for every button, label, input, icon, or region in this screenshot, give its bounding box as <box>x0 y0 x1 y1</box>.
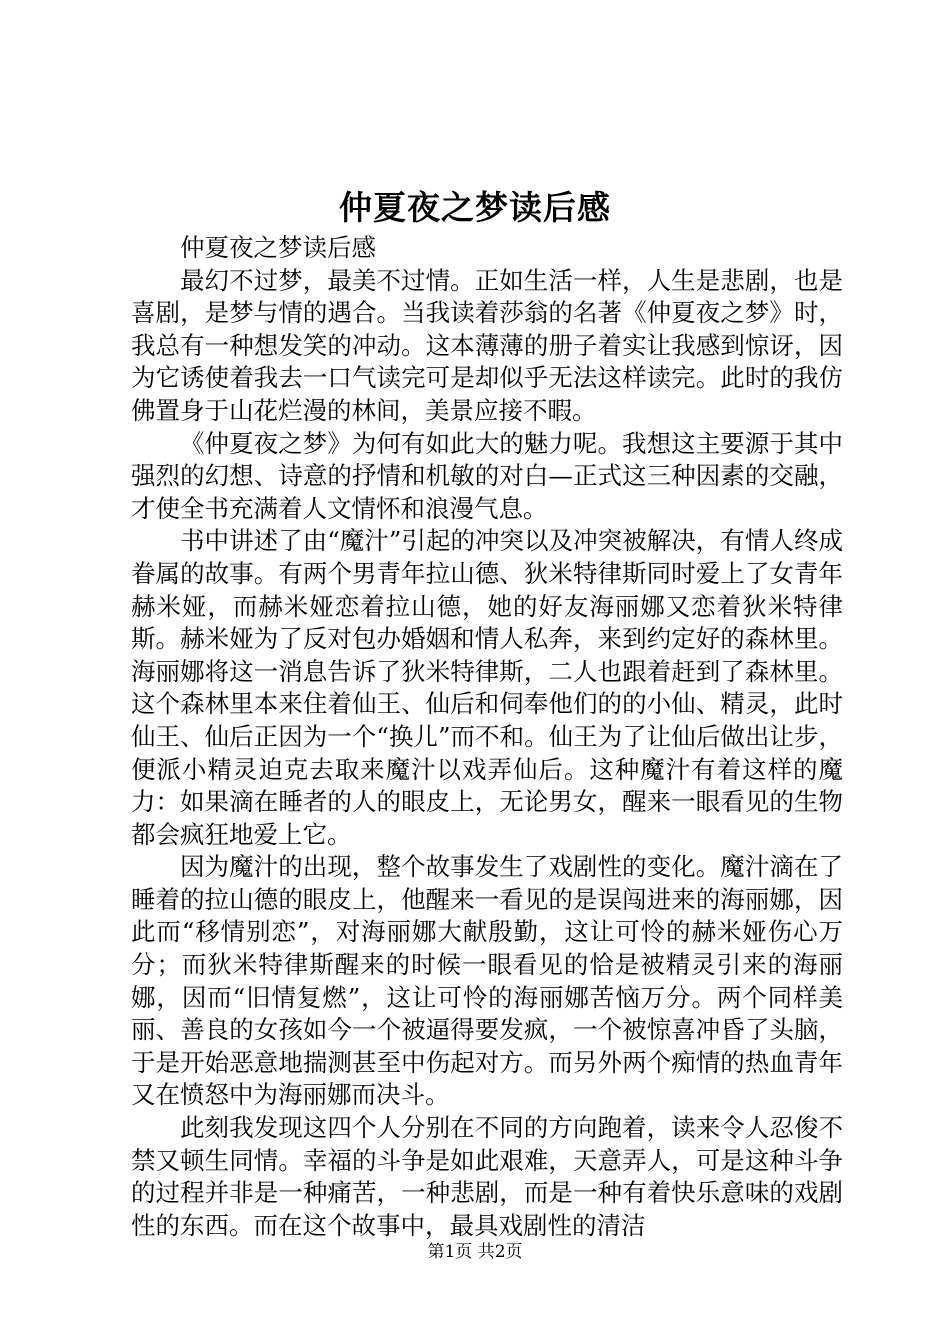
document-body <box>131 232 843 1242</box>
body-paragraph: 此刻我发现这四个人分别在不同的方向跑着，读来令人忍俊不禁又顿生同情。幸福的斗争是如此艰难，天意弄人，可是这种斗争的过程并非是一种痛苦，一种悲剧，而是一种有着快乐意味的戏剧性的东西。而在这个故事中，最具戏剧性的清洁 <box>131 1113 843 1240</box>
body-paragraph: 仲夏夜之梦读后感 <box>180 233 376 262</box>
page-footer: 第1页 共2页 <box>427 1242 523 1262</box>
body-paragraph: 因为魔汁的出现，整个故事发生了戏剧性的变化。魔汁滴在了睡着的拉山德的眼皮上，他醒来一看见的是误闯进来的海丽娜，因此而“移情别恋”，对海丽娜大献殷勤，这让可怜的赫米娅伤心万分；而狄米特律斯醒来的时候一眼看见的恰是被精灵引来的海丽娜，因而“旧情复燃”，这让可怜的海丽娜苦恼万分。两个同样美丽、善良的女孩如今一个被逼得要发疯，一个被惊喜冲昏了头脑，于是开始恶意地揣测甚至中伤起对方。而另外两个痴情的热血青年又在愤怒中为海丽娜而决斗。 <box>131 852 843 1110</box>
body-paragraph: 《仲夏夜之梦》为何有如此大的魅力呢。我想这主要源于其中强烈的幻想、诗意的抒情和机敏的对白—正式这三种因素的交融，才使全书充满着人文情怀和浪漫气息。 <box>131 428 843 523</box>
body-paragraph: 最幻不过梦，最美不过情。正如生活一样，人生是悲剧，也是喜剧，是梦与情的遇合。当我读着莎翁的名著《仲夏夜之梦》时，我总有一种想发笑的冲动。这本薄薄的册子着实让我感到惊讶，因为它诱使着我去一口气读完可是却似乎无法这样读完。此时的我仿佛置身于山花烂漫的林间，美景应接不暇。 <box>131 265 843 425</box>
body-paragraph: 书中讲述了由“魔汁”引起的冲突以及冲突被解决，有情人终成眷属的故事。有两个男青年拉山德、狄米特律斯同时爱上了女青年赫米娅，而赫米娅恋着拉山德，她的好友海丽娜又恋着狄米特律斯。赫米娅为了反对包办婚姻和情人私奔，来到约定好的森林里。海丽娜将这一消息告诉了狄米特律斯，二人也跟着赶到了森林里。这个森林里本来住着仙王、仙后和伺奉他们的的小仙、精灵，此时仙王、仙后正因为一个“换儿”而不和。仙王为了让仙后做出让步，便派小精灵迫克去取来魔汁以戏弄仙后。这种魔汁有着这样的魔力：如果滴在睡者的人的眼皮上，无论男女，醒来一眼看见的生物都会疯狂地爱上它。 <box>131 526 843 849</box>
document-title: 仲夏夜之梦读后感 <box>339 188 611 227</box>
